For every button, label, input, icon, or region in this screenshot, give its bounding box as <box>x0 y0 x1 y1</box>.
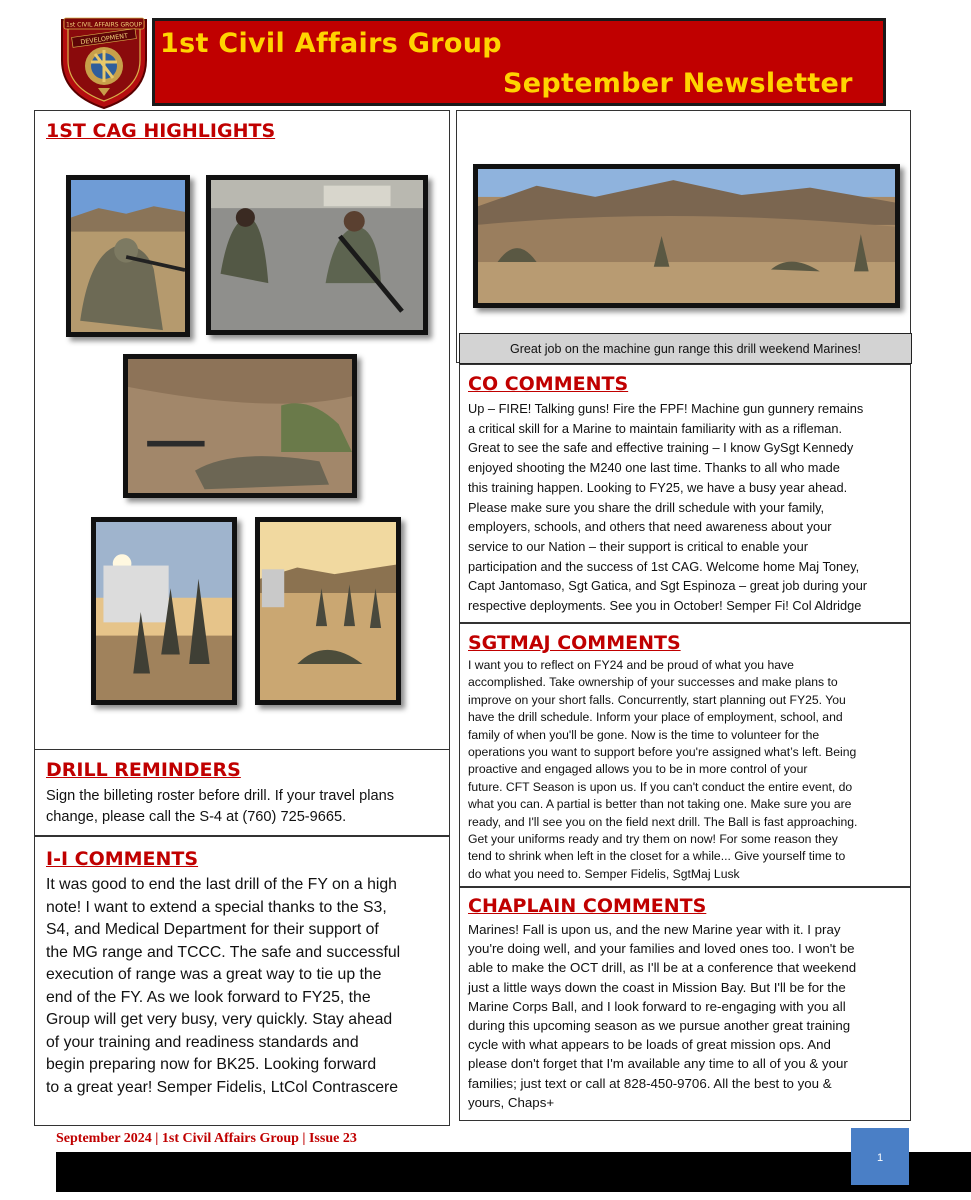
drill-reminders-text <box>46 786 394 828</box>
text-line: Group will get very busy, very quickly. Stay ahead <box>46 1011 393 1028</box>
text-line: Sign the billeting roster before drill. If your travel plans <box>46 788 394 804</box>
photo-marines-casualty-care-drill <box>255 517 401 705</box>
newsletter-org-title: 1st Civil Affairs Group <box>160 28 502 59</box>
photo-marines-by-vehicle-sunset <box>91 517 237 705</box>
footer-bar <box>56 1152 971 1192</box>
text-line: of your training and readiness standards and <box>46 1033 359 1051</box>
text-line: this training happen. Looking to FY25, we have a busy year ahead. <box>468 479 848 495</box>
text-line: respective deployments. See you in October! Semper Fi! Col Aldridge <box>468 598 862 614</box>
text-line: during this upcoming season as we pursue another great training <box>468 1018 851 1034</box>
drill-reminders-heading: DRILL REMINDERS <box>46 759 241 781</box>
text-line: enjoyed shooting the M240 one last time. Thanks to all who made <box>468 460 840 476</box>
text-line: do what you need to. Semper Fidelis, SgtMaj Lusk <box>468 866 740 881</box>
text-line: I want you to reflect on FY24 and be proud of what you have <box>468 658 794 672</box>
text-line: family of when you'll be gone. Now is the time to volunteer for the <box>468 727 820 742</box>
text-line: you're doing well, and your families and loved ones too. I won't be <box>468 941 855 957</box>
text-line: please don't forget that I'm available any time to all of you & your <box>468 1056 848 1072</box>
ii-comments-heading: I-I COMMENTS <box>46 848 199 870</box>
unit-emblem-logo <box>58 14 150 110</box>
sgtmaj-comments-heading: SGTMAJ COMMENTS <box>468 632 681 654</box>
chaplain-comments-text <box>468 920 856 1112</box>
text-line: ready, and I'll see you on the field next drill. The Ball is fast approaching. <box>468 814 858 829</box>
text-line: Get your uniforms ready and try them on now! For some reason they <box>468 832 838 847</box>
photo-marines-prone-firing-position <box>123 354 357 498</box>
text-line: tend to shrink when left in the closet for a while... Give yourself time to <box>468 849 846 864</box>
photo-marine-aiming-rifle <box>66 175 190 337</box>
photo-machine-gun-range-panorama <box>473 164 900 308</box>
footer-issue-info: September 2024 | 1st Civil Affairs Group | Issue 23 <box>56 1131 357 1146</box>
text-line: Marines! Fall is upon us, and the new Marine year with it. I pray <box>468 922 841 937</box>
co-comments-text <box>468 399 867 616</box>
text-line: improve on your short falls. Concurrently, start planning out FY25. You <box>468 692 846 707</box>
text-line: It was good to end the last drill of the FY on a high <box>46 876 397 893</box>
sgtmaj-comments-text <box>468 657 857 883</box>
text-line: Great to see the safe and effective training – I know GySgt Kennedy <box>468 440 854 456</box>
highlights-heading: 1ST CAG HIGHLIGHTS <box>46 120 276 142</box>
text-line: Marine Corps Ball, and I look forward to re-engaging with you all <box>468 998 846 1014</box>
text-line: have the drill schedule. Inform your place of employment, school, and <box>468 710 843 725</box>
text-line: a critical skill for a Marine to maintain familiarity with as a rifleman. <box>468 420 843 436</box>
text-line: S4, and Medical Department for their support of <box>46 921 379 938</box>
text-line: yours, Chaps+ <box>468 1094 555 1110</box>
text-line: just a little ways down the coast in Mission Bay. But I'll be for the <box>468 979 846 995</box>
photo-caption: Great job on the machine gun range this drill weekend Marines! <box>459 333 912 364</box>
text-line: Please make sure you share the drill schedule with your family, <box>468 499 825 515</box>
co-comments-heading: CO COMMENTS <box>468 373 629 395</box>
logo-lettering-band: DEVELOPMENT <box>79 31 129 47</box>
text-line: to a great year! Semper Fidelis, LtCol Contrascere <box>46 1078 399 1096</box>
text-line: able to make the OCT drill, as I'll be at a conference that weekend <box>468 960 857 976</box>
newsletter-subtitle: September Newsletter <box>503 68 853 99</box>
chaplain-comments-heading: CHAPLAIN COMMENTS <box>468 895 707 917</box>
ii-comments-text <box>46 874 400 1099</box>
text-line: Up – FIRE! Talking guns! Fire the FPF! Machine gun gunnery remains <box>468 401 864 416</box>
text-line: execution of range was a great way to tie up the <box>46 966 382 983</box>
text-line: cycle with what appears to be loads of great mission ops. And <box>468 1037 831 1053</box>
text-line: families; just text or call at 828-450-9706. All the best to you & <box>468 1075 832 1091</box>
photo-marines-with-machine-gun <box>206 175 428 335</box>
text-line: participation and the success of 1st CAG. Welcome home Maj Toney, <box>468 558 860 574</box>
text-line: operations you want to support before you're assigned what’s left. Being <box>468 745 857 760</box>
text-line: service to our Nation – their support is critical to enable your <box>468 538 808 554</box>
text-line: the MG range and TCCC. The safe and successful <box>46 943 401 961</box>
text-line: Capt Jantomaso, Sgt Gatica, and Sgt Espinoza – great job during your <box>468 578 868 594</box>
text-line: employers, schools, and others that need awareness about your <box>468 519 832 535</box>
text-line: note! I want to extend a special thanks to the S3, <box>46 898 387 916</box>
page-number-badge: 1 <box>851 1128 909 1185</box>
text-line: change, please call the S-4 at (760) 725-9665. <box>46 809 347 825</box>
text-line: future. CFT Season is upon us. If you can't conduct the entire event, do <box>468 779 853 794</box>
logo-lettering-top: 1st CIVIL AFFAIRS GROUP <box>65 21 143 29</box>
text-line: accomplished. Take ownership of your successes and make plans to <box>468 675 838 690</box>
text-line: begin preparing now for BK25. Looking forward <box>46 1056 377 1073</box>
text-line: proactive and engaged allows you to be in more control of your <box>468 762 808 777</box>
text-line: what you can. A partial is better than not taking one. Make sure you are <box>468 797 852 812</box>
text-line: end of the FY. As we look forward to FY25, the <box>46 988 371 1006</box>
